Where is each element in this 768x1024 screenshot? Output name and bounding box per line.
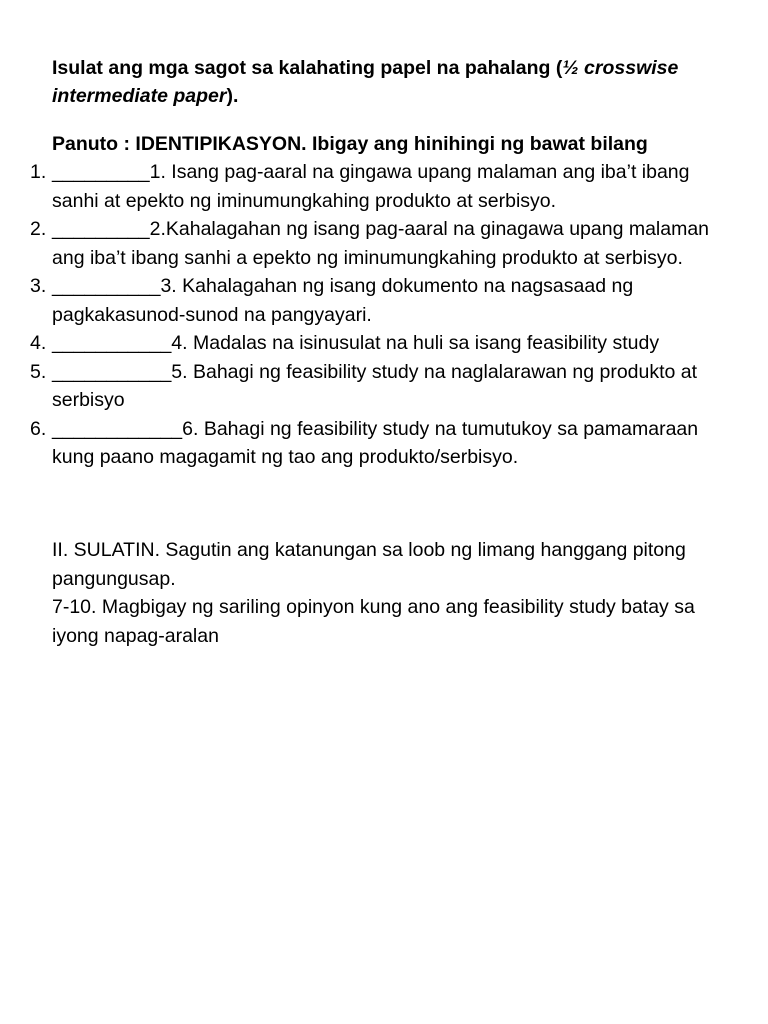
list-item <box>0 329 732 358</box>
sulatin-heading: II. SULATIN. Sagutin ang katanungan sa loob ng limang hanggang pitong pangungusap. <box>52 539 686 590</box>
sulatin-question: 7-10. Magbigay ng sariling opinyon kung ano ang feasibility study batay sa iyong napag-aralan <box>52 596 695 647</box>
identification-list <box>0 158 768 472</box>
list-item <box>0 158 732 215</box>
item-number: 3. <box>30 275 47 297</box>
item-text: _________1. Isang pag-aaral na gingawa upang malaman ang iba’t ibang sanhi at epekto ng iminumungkahing produkto at serbisyo. <box>52 161 690 212</box>
item-number: 4. <box>30 332 47 354</box>
instruction-paper-type: ½ crosswise intermediate paper <box>52 57 679 107</box>
item-text: __________3. Kahalagahan ng isang dokumento na nagsasaad ng pagkakasunod-sunod na pangyayari. <box>52 275 634 326</box>
item-text: _________2.Kahalagahan ng isang pag-aaral na ginagawa upang malaman ang iba’t ibang sanhi a epekto ng iminumungkahing produkto at serbisyo. <box>52 218 710 269</box>
list-item <box>0 358 732 415</box>
answer-instruction <box>52 54 742 110</box>
instruction-end: ). <box>226 85 239 107</box>
item-number: 1. <box>30 161 47 183</box>
item-text: ___________4. Madalas na isinusulat na huli sa isang feasibility study <box>52 332 660 354</box>
sulatin-section <box>52 536 742 650</box>
instruction-text: Isulat ang mga sagot sa kalahating papel na pahalang ( <box>52 57 563 79</box>
item-text: ___________5. Bahagi ng feasibility study na naglalarawan ng produkto at serbisyo <box>52 360 698 411</box>
list-item <box>0 272 732 329</box>
item-number: 5. <box>30 360 47 383</box>
item-number: 2. <box>30 218 47 240</box>
item-text: ____________6. Bahagi ng feasibility study na tumutukoy sa pamamaraan kung paano magagamit ng tao ang produkto/serbisyo. <box>52 417 699 468</box>
panuto-heading: Panuto : IDENTIPIKASYON. Ibigay ang hinihingi ng bawat bilang <box>52 133 648 155</box>
item-number: 6. <box>30 417 47 440</box>
list-item <box>0 415 732 472</box>
list-item <box>0 215 732 272</box>
